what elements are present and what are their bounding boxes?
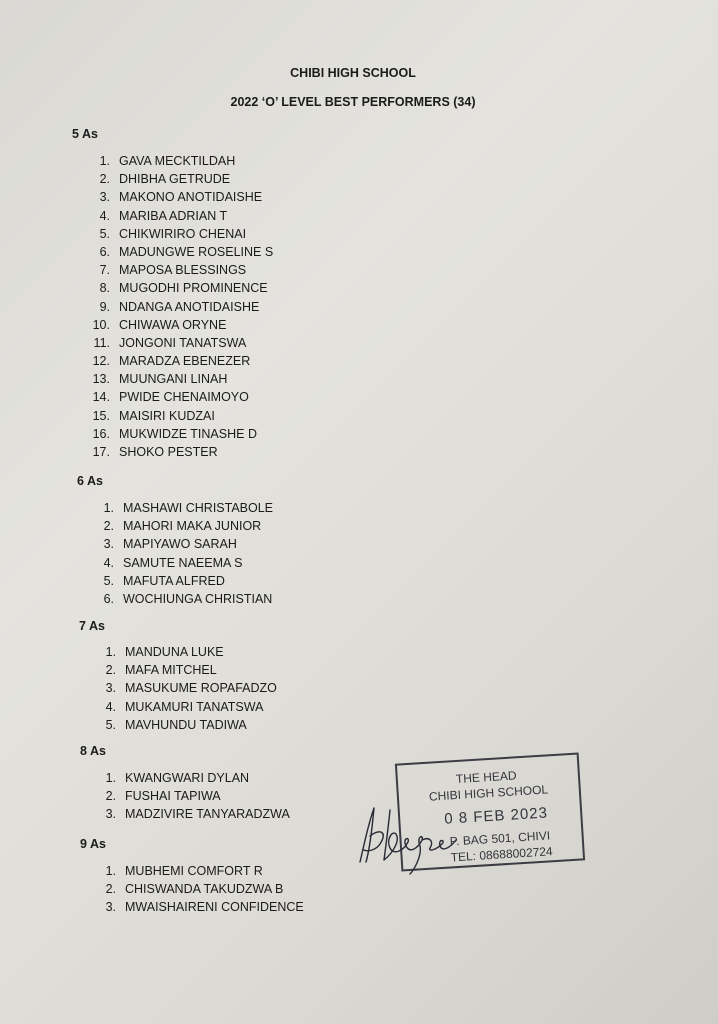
list-item [92,517,273,535]
list-item [94,862,304,880]
item-number: 1. [99,154,110,168]
section-heading-7as: 7 As [79,619,105,633]
student-name: CHISWANDA TAKUDZWA B [125,882,284,897]
student-name: MASHAWI CHRISTABOLE [123,501,274,515]
list-item [92,499,273,517]
student-name: DHIBHA GETRUDE [119,172,231,187]
student-name: MAVHUNDU TADIWA [125,717,247,732]
student-name: MAHORI MAKA JUNIOR [123,519,262,534]
student-name: KWANGWARI DYLAN [125,771,250,785]
handwritten-signature [350,800,470,880]
item-number: 1. [105,864,116,878]
list-item [84,334,273,352]
list-6as [92,499,273,608]
student-name: GAVA MECKTILDAH [119,154,236,168]
list-item [94,679,277,697]
list-item [84,352,273,370]
stamp-telephone: TEL: 08688002724 [450,844,554,865]
list-item [94,661,277,679]
item-number: 2. [103,519,114,534]
student-name: MAKONO ANOTIDAISHE [119,190,263,205]
student-name: MUGODHI PROMINENCE [119,281,268,296]
list-item [84,388,273,406]
stamp-date: 0 8 FEB 2023 [443,804,549,828]
student-name: MUUNGANI LINAH [119,372,228,387]
item-number: 5. [99,226,110,241]
list-item [84,170,273,188]
student-name: MARIBA ADRIAN T [119,208,228,223]
list-item [84,261,273,279]
list-item [94,898,304,916]
stamp-school: CHIBI HIGH SCHOOL [428,782,549,804]
list-8as [94,769,290,824]
school-title: CHIBI HIGH SCHOOL [290,66,416,80]
section-heading-9as: 9 As [80,837,106,851]
list-9as [94,862,304,917]
list-item [84,279,273,297]
student-name: MAPOSA BLESSINGS [119,263,247,278]
item-number: 8. [99,281,110,296]
item-number: 3. [105,807,116,822]
item-number: 3. [103,537,114,552]
item-number: 9. [99,299,110,314]
document-subtitle: 2022 ‘O’ LEVEL BEST PERFORMERS (34) [230,95,476,109]
list-item [84,152,273,170]
student-name: WOCHIUNGA CHRISTIAN [123,591,273,606]
list-item [94,769,290,787]
stamp-title: THE HEAD [455,768,517,787]
list-item [84,207,273,225]
list-item [84,316,273,334]
list-item [92,535,273,553]
list-item [84,407,273,425]
item-number: 5. [105,717,116,732]
item-number: 1. [105,771,116,785]
student-name: PWIDE CHENAIMOYO [119,390,249,405]
item-number: 13. [92,372,110,387]
item-number: 1. [105,645,116,659]
item-number: 6. [103,591,114,606]
student-name: MUBHEMI COMFORT R [125,864,263,878]
student-name: SAMUTE NAEEMA S [123,555,243,570]
list-item [84,425,273,443]
section-heading-8as: 8 As [80,744,106,758]
student-name: NDANGA ANOTIDAISHE [119,299,260,314]
list-item [94,880,304,898]
item-number: 15. [92,408,110,423]
student-name: MAPIYAWO SARAH [123,537,237,552]
item-number: 10. [92,317,110,332]
list-item [84,370,273,388]
student-name: MASUKUME ROPAFADZO [125,681,277,696]
item-number: 2. [105,882,116,897]
student-name: MANDUNA LUKE [125,645,224,659]
student-name: MWAISHAIRENI CONFIDENCE [125,900,304,915]
item-number: 4. [103,555,114,570]
list-item [92,554,273,572]
student-name: SHOKO PESTER [119,445,218,459]
list-item [92,590,273,608]
student-name: MAFUTA ALFRED [123,573,225,588]
item-number: 2. [105,789,116,804]
list-item [84,188,273,206]
student-name: MADZIVIRE TANYARADZWA [125,807,290,822]
list-5as [84,152,273,461]
list-item [94,805,290,823]
student-name: MADUNGWE ROSELINE S [119,244,274,259]
student-name: MAFA MITCHEL [125,663,217,678]
item-number: 17. [92,445,110,459]
item-number: 3. [99,190,110,205]
item-number: 6. [99,244,110,259]
list-item [94,716,277,734]
item-number: 1. [103,501,114,515]
list-item [94,787,290,805]
item-number: 11. [93,335,110,350]
list-item [84,298,273,316]
student-name: MARADZA EBENEZER [119,354,251,369]
item-number: 3. [105,681,116,696]
student-name: CHIWAWA ORYNE [119,317,227,332]
student-name: CHIKWIRIRO CHENAI [119,226,247,241]
list-item [84,243,273,261]
list-item [84,443,273,461]
item-number: 7. [99,263,110,278]
item-number: 4. [105,699,116,714]
stamp-address: P. BAG 501, CHIVI [449,828,551,849]
student-name: MUKAMURI TANATSWA [125,699,264,714]
item-number: 3. [105,900,116,915]
item-number: 2. [99,172,110,187]
item-number: 16. [92,426,110,441]
student-name: MAISIRI KUDZAI [119,408,215,423]
section-heading-5as: 5 As [72,127,98,141]
list-item [94,643,277,661]
list-item [84,225,273,243]
item-number: 14. [92,390,110,405]
item-number: 2. [105,663,116,678]
item-number: 4. [99,208,110,223]
student-name: JONGONI TANATSWA [119,335,247,350]
section-heading-6as: 6 As [77,474,103,488]
item-number: 12. [92,354,110,369]
item-number: 5. [103,573,114,588]
student-name: FUSHAI TAPIWA [125,789,221,804]
list-7as [94,643,277,734]
student-name: MUKWIDZE TINASHE D [119,426,257,441]
list-item [94,698,277,716]
list-item [92,572,273,590]
